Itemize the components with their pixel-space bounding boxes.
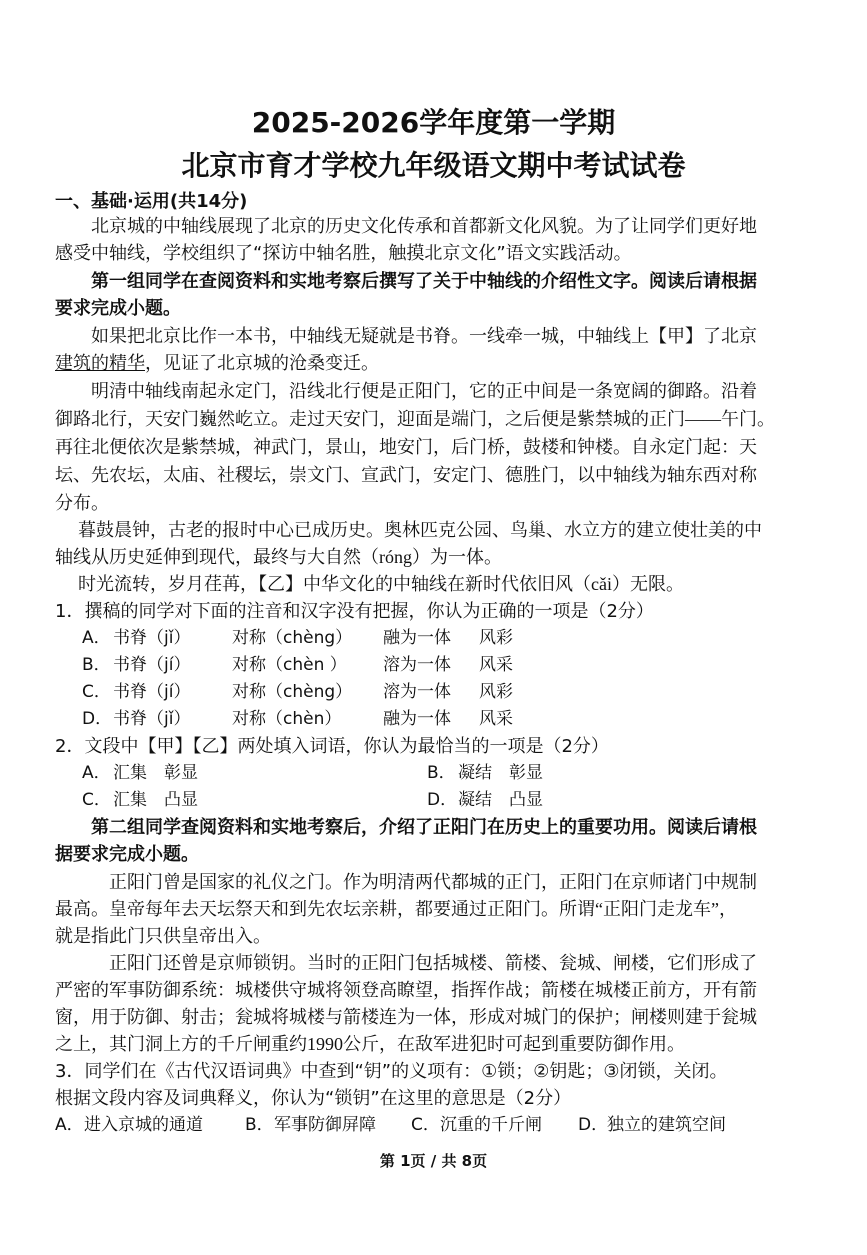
q3-option-letter: D． — [578, 1115, 609, 1135]
passage-line: 时光流转，岁月荏苒，【乙】中华文化的中轴线在新时代依旧风（cǎi）无限。 — [78, 574, 684, 594]
intro-line: 北京城的中轴线展现了北京的历史文化传承和首都新文化风貌。为了让同学们更好地 — [91, 216, 757, 237]
q3-option-text: 军事防御屏障 — [274, 1115, 376, 1135]
q2-option-text: 汇集 彰显 — [113, 763, 198, 783]
q2-option-text: 凝结 彰显 — [458, 763, 543, 783]
question-1-stem: 1．撰稿的同学对下面的注音和汉字没有把握，你认为正确的一项是（2分） — [55, 601, 654, 622]
passage-line: 正阳门曾是国家的礼仪之门。作为明清两代都城的正门，正阳门在京师诸门中规制 — [109, 872, 757, 892]
underlined-phrase: 建筑的精华 — [55, 353, 145, 373]
q1-option-pinyin2: 对称（chèn ） — [232, 655, 347, 675]
q1-option-pinyin1: 书脊（jí） — [113, 655, 191, 675]
question-3-stem: 3．同学们在《古代汉语词典》中查到“钥”的义项有：①锁；②钥匙；③闭锁，关闭。 — [55, 1061, 728, 1082]
q1-option-word1: 融为一体 — [383, 709, 451, 729]
q1-option-word2: 风采 — [479, 709, 513, 729]
passage-line: 明清中轴线南起永定门，沿线北行便是正阳门，它的正中间是一条宽阔的御路。沿着 — [91, 381, 757, 401]
exam-title-line2: 北京市育才学校九年级语文期中考试试卷 — [181, 149, 686, 182]
q1-option-word1: 溶为一体 — [383, 682, 451, 702]
passage-line: 御路北行，天安门巍然屹立。走过天安门，迎面是端门，之后便是紫禁城的正门——午门。 — [55, 409, 775, 429]
q3-option-text: 独立的建筑空间 — [607, 1115, 726, 1135]
q2-option-text: 凝结 凸显 — [458, 790, 543, 810]
passage-line: 轴线从历史延伸到现代，最终与大自然（róng）为一体。 — [55, 547, 502, 567]
passage-line: 严密的军事防御系统：城楼供守城将领登高瞭望，指挥作战；箭楼在城楼正前方，开有箭 — [55, 980, 757, 1000]
passage-line: 之上，其门洞上方的千斤闸重约1990公斤，在敌军进犯时可起到重要防御作用。 — [55, 1034, 685, 1054]
group2-instruction: 据要求完成小题。 — [55, 844, 199, 865]
q1-option-pinyin2: 对称（chèng） — [232, 682, 353, 702]
q1-option-pinyin1: 书脊（jǐ） — [113, 709, 191, 729]
q3-option-text: 沉重的千斤闸 — [440, 1115, 542, 1135]
q2-option-letter: A． — [82, 763, 111, 783]
q1-option-pinyin1: 书脊（jí） — [113, 682, 191, 702]
exam-title-line1: 2025-2026学年度第一学期 — [251, 106, 616, 139]
passage-line: 再往北便依次是紫禁城，神武门，景山，地安门，后门桥，鼓楼和钟楼。自永定门起：天 — [55, 437, 757, 457]
q1-option-letter: D． — [82, 709, 113, 729]
passage-line: 暮鼓晨钟，古老的报时中心已成历史。奥林匹克公园、鸟巢、水立方的建立使壮美的中 — [78, 520, 762, 540]
q1-option-word2: 风采 — [479, 655, 513, 675]
q1-option-pinyin1: 书脊（jǐ） — [113, 628, 191, 648]
intro-line: 感受中轴线，学校组织了“探访中轴名胜，触摸北京文化”语文实践活动。 — [55, 243, 632, 264]
q1-option-letter: B． — [82, 655, 111, 675]
section-heading: 一、基础·运用(共14分) — [55, 191, 248, 212]
q3-option-letter: C． — [411, 1115, 440, 1135]
question-3-stem: 根据文段内容及词典释义，你认为“锁钥”在这里的意思是（2分） — [55, 1088, 572, 1109]
q1-option-letter: C． — [82, 682, 111, 702]
q1-option-word1: 融为一体 — [383, 628, 451, 648]
q1-option-word1: 溶为一体 — [383, 655, 451, 675]
q1-option-pinyin2: 对称（chèn） — [232, 709, 342, 729]
q2-option-letter: B． — [427, 763, 456, 783]
passage-text: ，见证了北京城的沧桑变迁。 — [145, 353, 379, 373]
passage-line: 如果把北京比作一本书，中轴线无疑就是书脊。一线牵一城，中轴线上【甲】了北京 — [91, 326, 757, 346]
q3-option-letter: A． — [55, 1115, 84, 1135]
group1-instruction: 要求完成小题。 — [55, 298, 181, 319]
q2-option-letter: C． — [82, 790, 111, 810]
passage-line — [55, 350, 379, 377]
passage-line: 坛、先农坛，太庙、社稷坛，崇文门、宣武门，安定门、德胜门，以中轴线为轴东西对称 — [55, 465, 757, 485]
page-number-footer: 第 1页 / 共 8页 — [379, 1152, 488, 1170]
passage-line: 就是指此门只供皇帝出入。 — [55, 926, 271, 946]
q3-option-letter: B． — [245, 1115, 274, 1135]
passage-line: 窗，用于防御、射击；瓮城将城楼与箭楼连为一体，形成对城门的保护；闸楼则建于瓮城 — [55, 1007, 757, 1027]
q1-option-word2: 风彩 — [479, 682, 513, 702]
passage-line: 正阳门还曾是京师锁钥。当时的正阳门包括城楼、箭楼、瓮城、闸楼，它们形成了 — [109, 953, 757, 973]
q2-option-text: 汇集 凸显 — [113, 790, 198, 810]
q1-option-letter: A． — [82, 628, 111, 648]
q2-option-letter: D． — [427, 790, 458, 810]
group1-instruction: 第一组同学在查阅资料和实地考察后撰写了关于中轴线的介绍性文字。阅读后请根据 — [91, 271, 757, 292]
q1-option-word2: 风彩 — [479, 628, 513, 648]
group2-instruction: 第二组同学查阅资料和实地考察后，介绍了正阳门在历史上的重要功用。阅读后请根 — [91, 817, 757, 838]
passage-line: 分布。 — [55, 493, 109, 513]
q1-option-pinyin2: 对称（chèng） — [232, 628, 353, 648]
passage-line: 最高。皇帝每年去天坛祭天和到先农坛亲耕，都要通过正阳门。所谓“正阳门走龙车”， — [55, 899, 737, 919]
question-2-stem: 2．文段中【甲】【乙】两处填入词语，你认为最恰当的一项是（2分） — [55, 736, 609, 757]
q3-option-text: 进入京城的通道 — [84, 1115, 203, 1135]
